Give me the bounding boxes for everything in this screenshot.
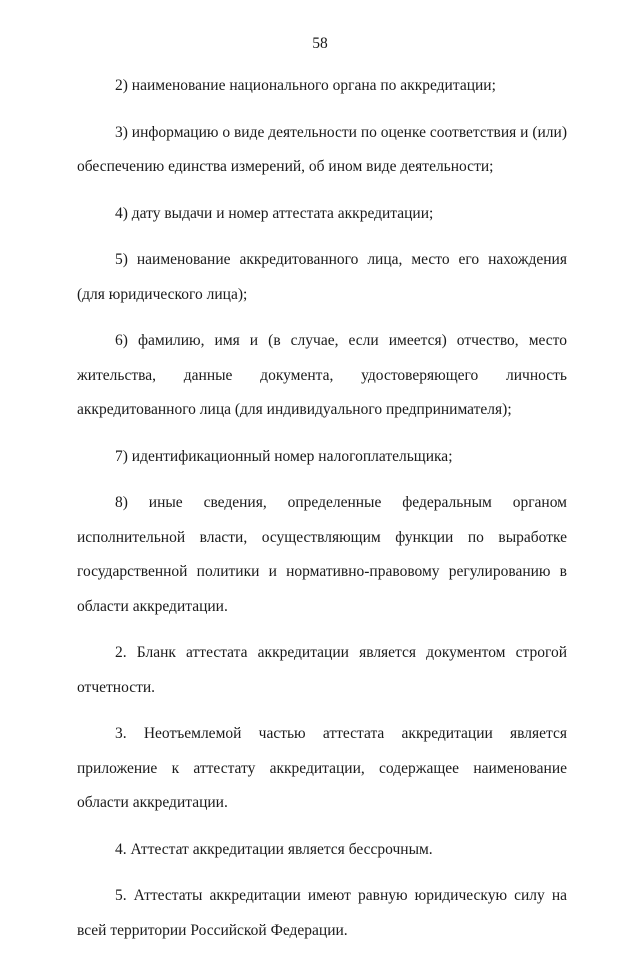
paragraph-item-5: 5) наименование аккредитованного лица, место его нахождения (для юридического лица); — [77, 251, 567, 303]
paragraph-clause-3: 3. Неотъемлемой частью аттестата аккредитации является приложение к аттестату аккредитации, содержащее наименование области аккредитации. — [77, 725, 567, 811]
paragraph-clause-2: 2. Бланк аттестата аккредитации является документом строгой отчетности. — [77, 644, 567, 696]
paragraph-item-6: 6) фамилию, имя и (в случае, если имеется) отчество, место жительства, данные документа, удостоверяющего личность аккредитованного лица (для индивидуального предпринимателя); — [77, 332, 567, 418]
paragraph-item-3: 3) информацию о виде деятельности по оценке соответствия и (или) обеспечению единства измерений, об ином виде деятельности; — [77, 123, 567, 175]
document-body — [77, 69, 567, 960]
paragraph-clause-5: 5. Аттестаты аккредитации имеют равную юридическую силу на всей территории Российской Федерации. — [77, 887, 567, 939]
paragraph-item-8: 8) иные сведения, определенные федеральным органом исполнительной власти, осуществляющим функции по выработке государственной политики и нормативно-правовому регулированию в области аккредитации. — [77, 494, 567, 615]
paragraph-item-7: 7) идентификационный номер налогоплательщика; — [115, 447, 453, 465]
page-number: 58 — [312, 35, 328, 52]
paragraph-item-4: 4) дату выдачи и номер аттестата аккредитации; — [115, 204, 434, 222]
paragraph-clause-4: 4. Аттестат аккредитации является бессрочным. — [115, 840, 433, 858]
paragraph-item-2: 2) наименование национального органа по аккредитации; — [115, 77, 496, 94]
